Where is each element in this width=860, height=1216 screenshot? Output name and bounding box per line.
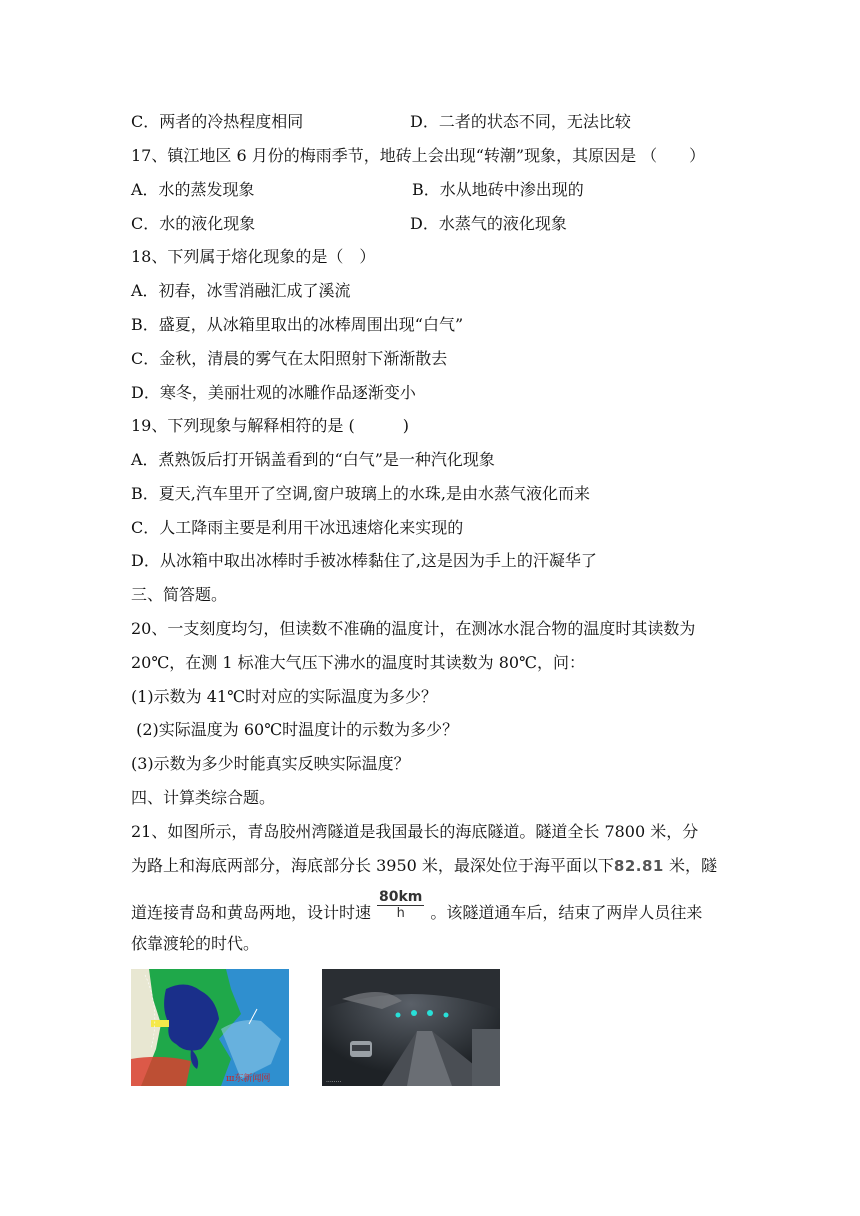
- svg-text:ш东新闻网: ш东新闻网: [226, 1074, 271, 1084]
- speed-fraction: [377, 889, 424, 922]
- depth-value: 82.81: [613, 857, 664, 875]
- tunnel-map-image: [131, 969, 289, 1086]
- q18-option-c: C．金秋，清晨的雾气在太阳照射下渐渐散去: [131, 349, 448, 368]
- question-21-line-3: [131, 889, 703, 930]
- q21-line-2-text-b: 米，隧: [663, 856, 717, 875]
- q19-option-d: D．从冰箱中取出冰棒时手被冰棒黏住了,这是因为手上的汗凝华了: [131, 551, 597, 570]
- q17-option-c: C．水的液化现象: [131, 214, 256, 233]
- question-20-part-1: (1)示数为 41℃时对应的实际温度为多少？: [131, 687, 438, 706]
- q18-option-d: D．寒冬，美丽壮观的冰雕作品逐渐变小: [131, 383, 416, 402]
- q19-option-a: A．煮熟饭后打开锅盖看到的“白气”是一种汽化现象: [131, 450, 495, 469]
- q19-option-b: B．夏天,汽车里开了空调,窗户玻璃上的水珠,是由水蒸气液化而来: [131, 484, 591, 503]
- question-21-line-2: [131, 856, 717, 876]
- question-17: 17、镇江地区 6 月份的梅雨季节，地砖上会出现“转潮”现象，其原因是 （ ）: [131, 146, 706, 165]
- tunnel-photo: [322, 969, 500, 1086]
- q17-option-d: D．水蒸气的液化现象: [410, 214, 567, 233]
- q17-option-b: B．水从地砖中渗出现的: [412, 180, 584, 199]
- q17-option-a: A．水的蒸发现象: [131, 180, 255, 199]
- q21-line-3-text-a: 道连接青岛和黄岛两地，设计时速: [131, 903, 372, 922]
- q21-line-2-text-a: 为路上和海底两部分，海底部分长 3950 米，最深处位于海平面以下: [131, 856, 614, 875]
- q16-option-d: D．二者的状态不同，无法比较: [410, 112, 631, 131]
- question-20-line-2: 20℃，在测 1 标准大气压下沸水的温度时其读数为 80℃，问：: [131, 653, 585, 672]
- speed-denominator: h: [396, 906, 405, 921]
- svg-text:........: ........: [326, 1077, 342, 1084]
- map-graphic: [131, 969, 289, 1086]
- tunnel-graphic: [322, 969, 500, 1086]
- section-3-heading: 三、简答题。: [131, 585, 228, 604]
- question-20-part-3: (3)示数为多少时能真实反映实际温度？: [131, 754, 410, 773]
- q16-option-c: C．两者的冷热程度相同: [131, 112, 304, 131]
- speed-numerator: 80km: [379, 889, 423, 905]
- q18-option-a: A．初春，冰雪消融汇成了溪流: [131, 281, 351, 300]
- q19-option-c: C．人工降雨主要是利用干冰迅速熔化来实现的: [131, 518, 464, 537]
- section-4-heading: 四、计算类综合题。: [131, 788, 276, 807]
- question-20-part-2: (2)实际温度为 60℃时温度计的示数为多少？: [131, 720, 459, 739]
- question-19: 19、下列现象与解释相符的是 ( ): [131, 416, 409, 435]
- question-20-line-1: 20、一支刻度均匀，但读数不准确的温度计，在测冰水混合物的温度时其读数为: [131, 619, 696, 638]
- q18-option-b: B．盛夏，从冰箱里取出的冰棒周围出现“白气”: [131, 315, 464, 334]
- question-18: 18、下列属于熔化现象的是（ ）: [131, 247, 376, 266]
- q21-line-3-text-b: 。该隧道通车后，结束了两岸人员往来: [430, 903, 703, 922]
- question-21-line-4: 依靠渡轮的时代。: [131, 934, 260, 953]
- question-21-line-1: 21、如图所示，青岛胶州湾隧道是我国最长的海底隧道。隧道全长 7800 米，分: [131, 822, 699, 841]
